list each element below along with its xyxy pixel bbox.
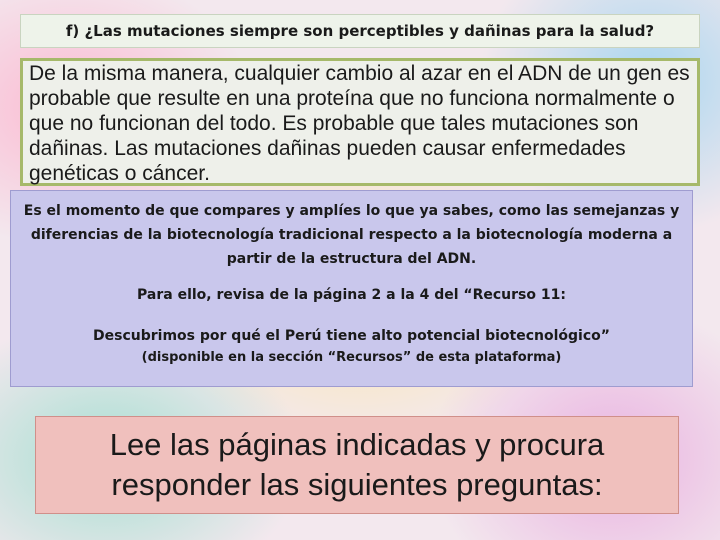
mutation-explanation-box xyxy=(20,58,700,186)
call-to-action-box xyxy=(35,416,679,514)
resource-availability: (disponible en la sección “Recursos” de esta plataforma) xyxy=(141,350,562,365)
instructions-paragraph: Es el momento de que compares y amplíes lo que ya sabes, como las semejanzas y diferencias de la biotecnología tradicional respecto a la biotecnología moderna a partir de la estructura del ADN. xyxy=(23,203,680,267)
resource-reference: Para ello, revisa de la página 2 a la 4 del “Recurso 11: xyxy=(137,287,566,303)
call-to-action-text: Lee las páginas indicadas y procura responder las siguientes preguntas: xyxy=(109,427,605,502)
mutation-explanation-text: De la misma manera, cualquier cambio al azar en el ADN de un gen es probable que resulte en una proteína que no funciona normalmente o que no funcionan del todo. Es probable que tales mutaciones son dañinas. Las mutaciones dañinas pueden causar enfermedades genéticas o cáncer. xyxy=(29,62,690,185)
instructions-box xyxy=(10,190,693,387)
slide-title xyxy=(20,14,700,48)
slide-title-text: f) ¿Las mutaciones siempre son perceptibles y dañinas para la salud? xyxy=(65,22,655,40)
resource-title: Descubrimos por qué el Perú tiene alto potencial biotecnológico” xyxy=(93,328,610,344)
